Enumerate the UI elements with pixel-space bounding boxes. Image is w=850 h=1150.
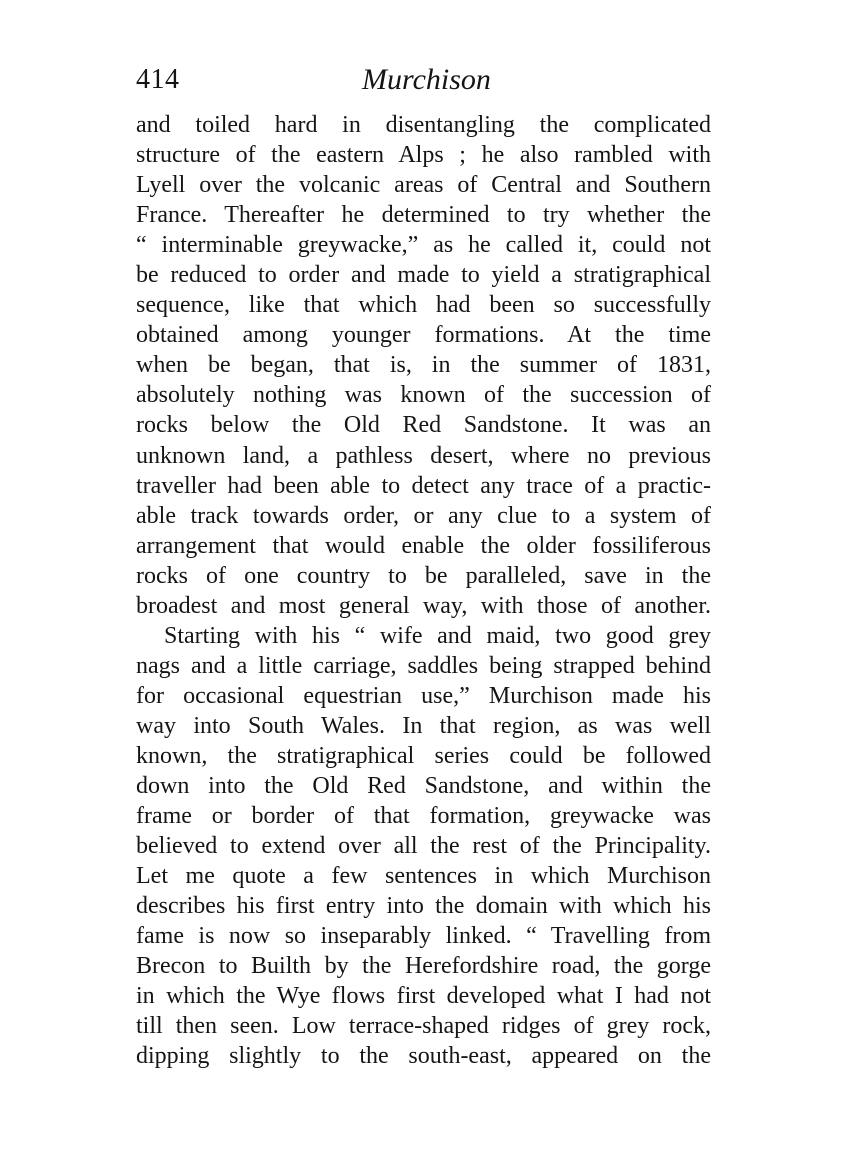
text-line: able track towards order, or any clue to a system of	[136, 502, 711, 529]
body-text	[136, 110, 711, 1072]
text-line: sequence, like that which had been so successfully	[136, 292, 711, 319]
text-line: known, the stratigraphical series could be followed	[136, 742, 711, 769]
text-line: till then seen. Low terrace-shaped ridges of grey rock,	[136, 1013, 711, 1040]
text-line: way into South Wales. In that region, as was well	[136, 712, 711, 739]
text-line: Lyell over the volcanic areas of Central and Southern	[136, 172, 711, 199]
text-line: down into the Old Red Sandstone, and within the	[136, 773, 711, 800]
running-head	[136, 60, 711, 100]
text-line: and toiled hard in disentangling the complicated	[136, 112, 711, 138]
page-number: 414	[136, 64, 180, 95]
text-line: structure of the eastern Alps ; he also rambled with	[136, 142, 711, 169]
text-line: arrangement that would enable the older fossiliferous	[136, 532, 711, 559]
text-line: broadest and most general way, with those of another.	[136, 592, 711, 619]
text-line: for occasional equestrian use,” Murchison made his	[136, 682, 711, 709]
text-line: traveller had been able to detect any trace of a practic-	[136, 472, 711, 499]
text-line: absolutely nothing was known of the succession of	[136, 382, 711, 409]
text-line: be reduced to order and made to yield a stratigraphical	[136, 262, 711, 289]
text-line: dipping slightly to the south-east, appeared on the	[136, 1043, 711, 1070]
text-line: rocks of one country to be paralleled, save in the	[136, 562, 711, 589]
text-line: “ interminable greywacke,” as he called it, could not	[136, 232, 711, 259]
running-title: Murchison	[362, 63, 491, 96]
text-line: fame is now so inseparably linked. “ Travelling from	[136, 923, 711, 950]
text-line: describes his first entry into the domain with which his	[136, 893, 711, 920]
text-line: Brecon to Builth by the Herefordshire road, the gorge	[136, 953, 711, 980]
text-line: in which the Wye flows first developed what I had not	[136, 983, 711, 1010]
text-line: frame or border of that formation, greywacke was	[136, 803, 711, 830]
text-line: nags and a little carriage, saddles being strapped behind	[136, 652, 711, 679]
text-line: when be began, that is, in the summer of 1831,	[136, 352, 711, 379]
text-line: obtained among younger formations. At the time	[136, 322, 711, 349]
text-line: unknown land, a pathless desert, where no previous	[136, 442, 711, 469]
text-line: Starting with his “ wife and maid, two good grey	[164, 622, 711, 649]
text-line: Let me quote a few sentences in which Murchison	[136, 863, 711, 890]
text-line: France. Thereafter he determined to try whether the	[136, 202, 711, 229]
text-line: rocks below the Old Red Sandstone. It was an	[136, 412, 711, 439]
text-line: believed to extend over all the rest of the Principality.	[136, 833, 711, 860]
